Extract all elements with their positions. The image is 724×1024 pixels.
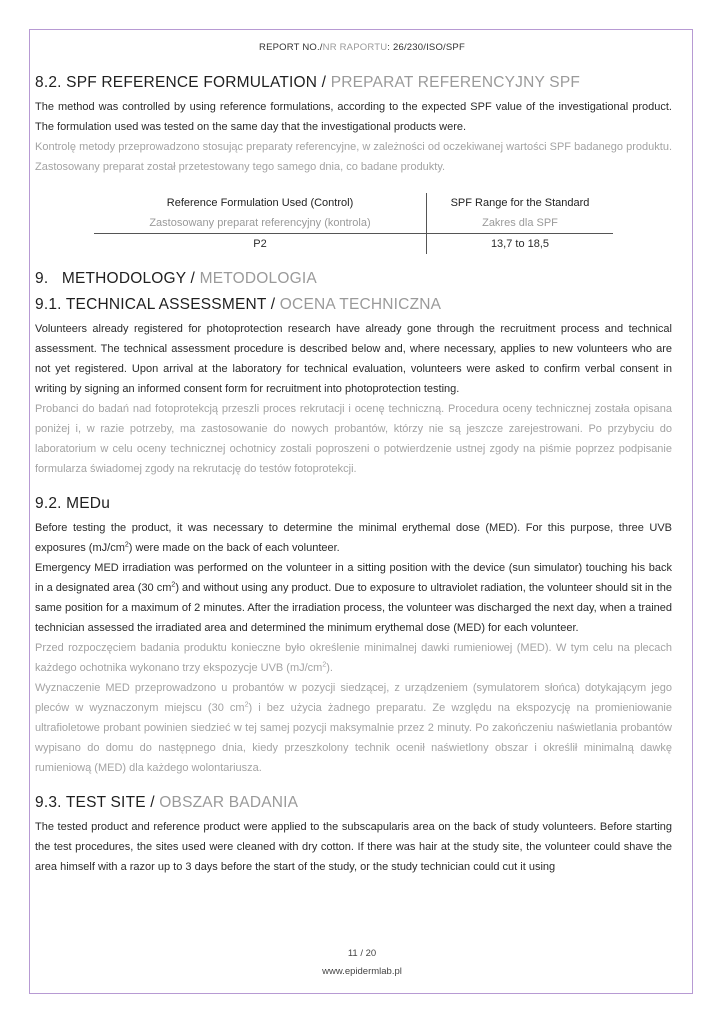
section-9-2-title: 9.2. MEDu <box>35 495 111 512</box>
report-label-en: REPORT NO./ <box>259 42 323 53</box>
section-9-title-pl: METODOLOGIA <box>199 270 317 287</box>
section-8-2-title-en: 8.2. SPF REFERENCE FORMULATION / <box>35 74 331 91</box>
section-9-2-paragraph-en-2 <box>35 558 672 638</box>
section-8-2-paragraph-pl: Kontrolę metody przeprowadzono stosując preparaty referencyjne, w zależności od oczekiwanej wartości SPF badanego produktu. Zastosowany preparat został przetestowany tego samego dnia, co badane produkty. <box>35 141 672 173</box>
section-9-2-paragraph-pl-2 <box>35 678 672 778</box>
section-9-3-title-pl: OBSZAR BADANIA <box>159 794 299 811</box>
section-9-3-title <box>35 794 672 812</box>
table-header-formulation-pl: Zastosowany preparat referencyjny (kontrola) <box>94 213 427 234</box>
section-9-2-paragraph-en-1 <box>35 518 672 558</box>
text-segment: Przed rozpoczęciem badania produktu konieczne było określenie minimalnej dawki rumieniowej (MED). W tym celu na plecach każdego ochotnika wykonano trzy ekspozycje UVB (mJ/cm <box>35 642 672 674</box>
footer-website-link[interactable]: www.epidermlab.pl <box>322 966 402 977</box>
section-8-2-title <box>35 74 672 92</box>
section-9-1-title <box>35 296 672 314</box>
table-header-spf-range-en: SPF Range for the Standard <box>450 197 590 209</box>
superscript: 2 <box>171 581 176 589</box>
report-label-pl: NR RAPORTU <box>322 42 388 53</box>
table-cell-formulation: P2 <box>94 234 427 255</box>
section-9-1-title-pl: OCENA TECHNICZNA <box>279 296 442 313</box>
text-segment: Before testing the product, it was necessary to determine the minimal erythemal dose (MED). For this purpose, three UVB exposures (mJ/cm <box>35 522 672 554</box>
report-header <box>0 42 724 53</box>
section-9-title <box>35 270 672 288</box>
superscript: 2 <box>124 541 129 549</box>
section-9-title-en: 9. METHODOLOGY / <box>35 270 200 287</box>
reference-formulation-table <box>94 193 613 254</box>
page-number: 11 / 20 <box>347 948 377 959</box>
section-9-1-paragraph-en: Volunteers already registered for photoprotection research have already gone through the recruitment process and technical assessment. The technical assessment procedure is described below and, where necessary, applies to new volunteers who are not yet registered. Upon arrival at the laboratory for technical evaluation, volunteers were asked to confirm verbal consent in writing by signing an informed consent form for recruitment into photoprotection testing. <box>35 323 672 395</box>
section-8-2-paragraph-en: The method was controlled by using reference formulations, according to the expected SPF value of the investigational product. The formulation used was tested on the same day that the investigational products were. <box>35 101 672 133</box>
report-number: : 26/230/ISO/SPF <box>387 42 465 53</box>
table-row <box>94 234 613 255</box>
superscript: 2 <box>244 701 249 709</box>
table-header-spf-range-pl: Zakres dla SPF <box>427 213 614 234</box>
text-segment: ) i bez użycia żadnego preparatu. Ze względu na ekspozycję na promieniowanie ultrafioletowe probant powinien siedzieć w tej samej pozycji maksymalnie przez 2 minuty. Po zakończeniu naświetlania probantów wypisano do domu do następnego dnia, kiedy przeszkolony technik ocenił naświetlony obszar i określił minimalną dawkę rumieniową (MED) dla każdego wolontariusza. <box>35 702 672 774</box>
text-segment: Emergency MED irradiation was performed on the volunteer in a sitting position with the device (sun simulator) touching his back in a designated area (30 cm <box>35 562 672 594</box>
table-header-formulation-en: Reference Formulation Used (Control) <box>94 193 427 213</box>
text-segment: ) and without using any product. Due to exposure to ultraviolet radiation, the volunteer should sit in the same position for a maximum of 2 minutes. After the irradiation process, the volunteer was discharged the next day, when a trained technician assessed the irradiated area and determined the minimum erythemal dose (MED) for each volunteer. <box>35 582 672 634</box>
text-segment: ) were made on the back of each volunteer. <box>128 542 340 554</box>
section-9-1-paragraph-pl: Probanci do badań nad fotoprotekcją przeszli proces rekrutacji i ocenę techniczną. Procedura oceny technicznej została opisana poniżej i, w razie potrzeby, ma zastosowanie do nowych probantów, którzy nie są jeszcze zarejestrowani. Po przybyciu do laboratorium w celu oceny technicznej ochotnicy zostali poproszeni o potwierdzenie ustnej zgody na piśmie poprzez podpisanie formularza świadomej zgody na rekrutację do testów fotoprotekcji. <box>35 403 672 475</box>
section-9-3-paragraph-en: The tested product and reference product were applied to the subscapularis area on the back of study volunteers. Before starting the test procedures, the sites used were cleaned with dry cotton. If there was hair at the study site, the volunteer could shave the area himself with a razor up to 3 days before the start of the study, or the study technician could cut it using <box>35 821 672 873</box>
text-segment: Wyznaczenie MED przeprowadzono u probantów w pozycji siedzącej, z urządzeniem (symulatorem słońca) dotykającym jego pleców w wyznaczonym miejscu (30 cm <box>35 682 672 714</box>
section-9-1-title-en: 9.1. TECHNICAL ASSESSMENT / <box>35 296 280 313</box>
section-9-2-paragraph-pl-1 <box>35 638 672 678</box>
section-8-2-title-pl: PREPARAT REFERENCYJNY SPF <box>330 74 581 91</box>
superscript: 2 <box>322 661 327 669</box>
section-9-3-title-en: 9.3. TEST SITE / <box>35 794 160 811</box>
table-cell-spf-range: 13,7 to 18,5 <box>490 238 550 250</box>
document-body <box>35 74 672 877</box>
text-segment: ). <box>326 662 333 674</box>
